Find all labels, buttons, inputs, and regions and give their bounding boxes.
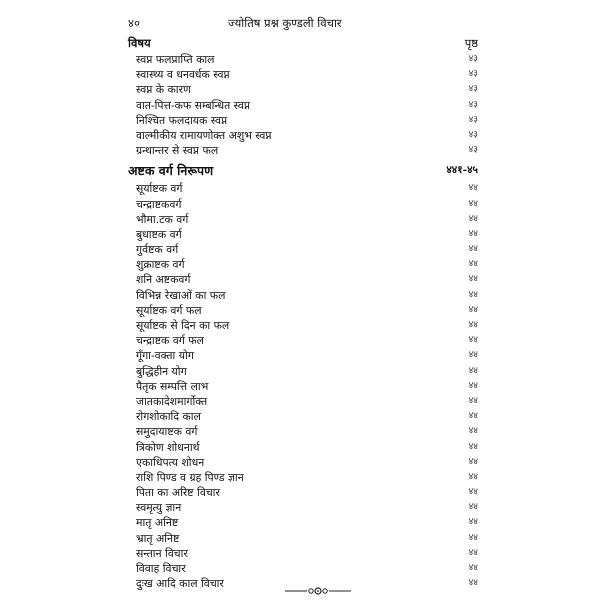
decorative-flourish-icon [285, 585, 351, 597]
toc-entry-page: ४४ [468, 213, 478, 224]
toc-entry-title: स्वप्न के कारण [136, 83, 191, 97]
toc-entry [128, 52, 478, 67]
toc-entry [128, 242, 478, 257]
toc-entry-page: ४४ [468, 228, 478, 239]
toc-entry [128, 348, 478, 363]
toc-entry-page: ४४१-४५ [446, 164, 478, 177]
toc-entry-page: ४४ [468, 441, 478, 452]
toc-entry-page: ४३ [468, 129, 478, 140]
toc-entry-title: दुःख आदि काल विचार [136, 577, 224, 591]
toc-entry [128, 181, 478, 196]
toc-entry [128, 333, 478, 348]
toc-entry [128, 440, 478, 455]
toc-entry [128, 500, 478, 515]
toc-entry [128, 288, 478, 303]
toc-entry [128, 318, 478, 333]
toc-entry-title: शनि अष्टकवर्ग [136, 273, 191, 287]
toc-entry [128, 470, 478, 485]
toc-entry-title: भौमा.टक वर्ग [136, 212, 189, 226]
toc-entry-title: ग्रन्थान्तर से स्वप्न फल [136, 144, 219, 158]
toc-section-heading [128, 162, 478, 179]
toc-entry [128, 379, 478, 394]
toc-entry-page: ४३ [468, 99, 478, 110]
toc-entry-page: ४४ [468, 471, 478, 482]
toc-entry-page: ४४ [468, 487, 478, 498]
toc-entry-page: ४४ [468, 198, 478, 209]
running-title: ज्योतिष प्रश्न कुण्डली विचार [228, 16, 342, 30]
toc-entry-page: ४४ [468, 456, 478, 467]
toc-entry-page: ४४ [468, 183, 478, 194]
toc-entry-page: ४३ [468, 84, 478, 95]
toc-entry [128, 409, 478, 424]
toc-entry [128, 303, 478, 318]
toc-entry-title: गूँगा-वक्ता योग [136, 349, 194, 363]
toc-entry-page: ४४ [468, 335, 478, 346]
toc-entry-page: ४४ [468, 395, 478, 406]
toc-entry-page: ४३ [468, 69, 478, 80]
toc-entry-title: गुर्वष्टक वर्ग [136, 243, 179, 257]
toc-entry [128, 394, 478, 409]
toc-entry [128, 67, 478, 82]
toc-entry-title: शुक्राष्टक वर्ग [136, 258, 185, 272]
toc-entry [128, 257, 478, 272]
toc-entry-title: वाल्मीकीय रामायणोक्त अशुभ स्वप्न [136, 128, 272, 142]
table-of-contents [128, 52, 478, 591]
toc-entry [128, 485, 478, 500]
toc-entry [128, 143, 478, 158]
toc-entry [128, 455, 478, 470]
toc-entry [128, 113, 478, 128]
toc-entry-title: राशि पिण्ड व ग्रह पिण्ड ज्ञान [136, 470, 244, 484]
toc-entry-title: बुधाष्टक वर्ग [136, 227, 182, 241]
toc-entry-title: समुदायाष्टक वर्ग [136, 425, 198, 439]
toc-entry-title: निश्चित फलदायक स्वप्न [136, 113, 228, 127]
toc-entry-title: एकाधिपत्य शोधन [136, 455, 205, 469]
toc-entry-title: चन्द्राष्टक वर्ग फल [136, 334, 204, 348]
toc-entry-title: मातृ अनिष्ट [136, 516, 179, 530]
toc-entry-title: पैतृक सम्पत्ति लाभ [136, 379, 209, 393]
toc-entry-page: ४४ [468, 502, 478, 513]
subject-column-header: विषय [128, 36, 151, 50]
toc-entry [128, 424, 478, 439]
toc-entry-title: विवाह विचार [136, 562, 186, 575]
toc-entry-page: ४४ [468, 578, 478, 589]
toc-entry [128, 364, 478, 379]
toc-entry-title: स्वमृत्यु ज्ञान [136, 501, 182, 515]
toc-entry-page: ४३ [468, 114, 478, 125]
toc-entry-page: ४३ [468, 145, 478, 156]
toc-entry [128, 561, 478, 576]
toc-entry [128, 546, 478, 561]
toc-entry-page: ४३ [468, 54, 478, 64]
toc-entry-page: ४४ [468, 547, 478, 558]
toc-entry-title: सूर्याष्टक से दिन का फल [136, 319, 230, 332]
toc-entry-page: ४४ [468, 289, 478, 300]
toc-entry-title: सूर्याष्टक वर्ग [136, 182, 183, 196]
toc-entry [128, 82, 478, 97]
toc-entry-page: ४४ [468, 532, 478, 543]
toc-entry-title: स्वप्न फलप्राप्ति काल [136, 53, 215, 66]
toc-entry-page: ४४ [468, 244, 478, 255]
toc-entry-page: ४४ [468, 274, 478, 285]
toc-entry-title: रोगशोकादि काल [136, 410, 201, 424]
toc-entry-title: पिता का अरिष्ट विचार [136, 486, 220, 500]
toc-entry [128, 98, 478, 113]
toc-entry-page: ४४ [468, 304, 478, 315]
toc-entry-title: सूर्याष्टक वर्ग फल [136, 303, 202, 317]
toc-entry-title: वात-पित्त-कफ सम्बन्धित स्वप्न [136, 98, 251, 112]
toc-entry-page: ४४ [468, 426, 478, 437]
toc-entry-page: ४४ [468, 259, 478, 270]
toc-entry-page: ४४ [468, 380, 478, 391]
toc-entry-page: ४४ [468, 517, 478, 528]
toc-entry [128, 515, 478, 530]
toc-entry [128, 531, 478, 546]
page-number: ४० [128, 16, 140, 30]
toc-entry [128, 128, 478, 143]
toc-entry [128, 197, 478, 212]
toc-entry-title: अष्टक वर्ग निरूपण [128, 163, 214, 179]
toc-entry-page: ४४ [468, 411, 478, 422]
page-margin [478, 0, 600, 600]
toc-entry-title: बुद्धिहीन योग [136, 364, 187, 378]
toc-column-headers [128, 36, 478, 52]
toc-entry [128, 272, 478, 287]
toc-entry [128, 212, 478, 227]
toc-entry-page: ४४ [468, 320, 478, 330]
toc-entry [128, 227, 478, 242]
toc-entry-title: चन्द्राष्टकवर्ग [136, 197, 182, 211]
page-header [128, 16, 478, 34]
toc-entry-page: ४४ [468, 350, 478, 361]
toc-entry-title: सन्तान विचार [136, 546, 188, 560]
toc-entry-page: ४४ [468, 563, 478, 573]
toc-entry-title: जातकादेशमार्गोक्त [136, 394, 208, 408]
toc-entry-page: ४४ [468, 365, 478, 376]
page-column-header: पृष्ठ [464, 36, 478, 50]
toc-entry-title: स्वास्थ्य व धनवर्धक स्वप्न [136, 68, 230, 82]
toc-entry-title: त्रिकोण शोधनार्थ [136, 440, 200, 454]
toc-entry-title: भ्रातृ अनिष्ट [136, 531, 180, 545]
toc-entry-title: विभिन्न रेखाओं का फल [136, 288, 226, 302]
